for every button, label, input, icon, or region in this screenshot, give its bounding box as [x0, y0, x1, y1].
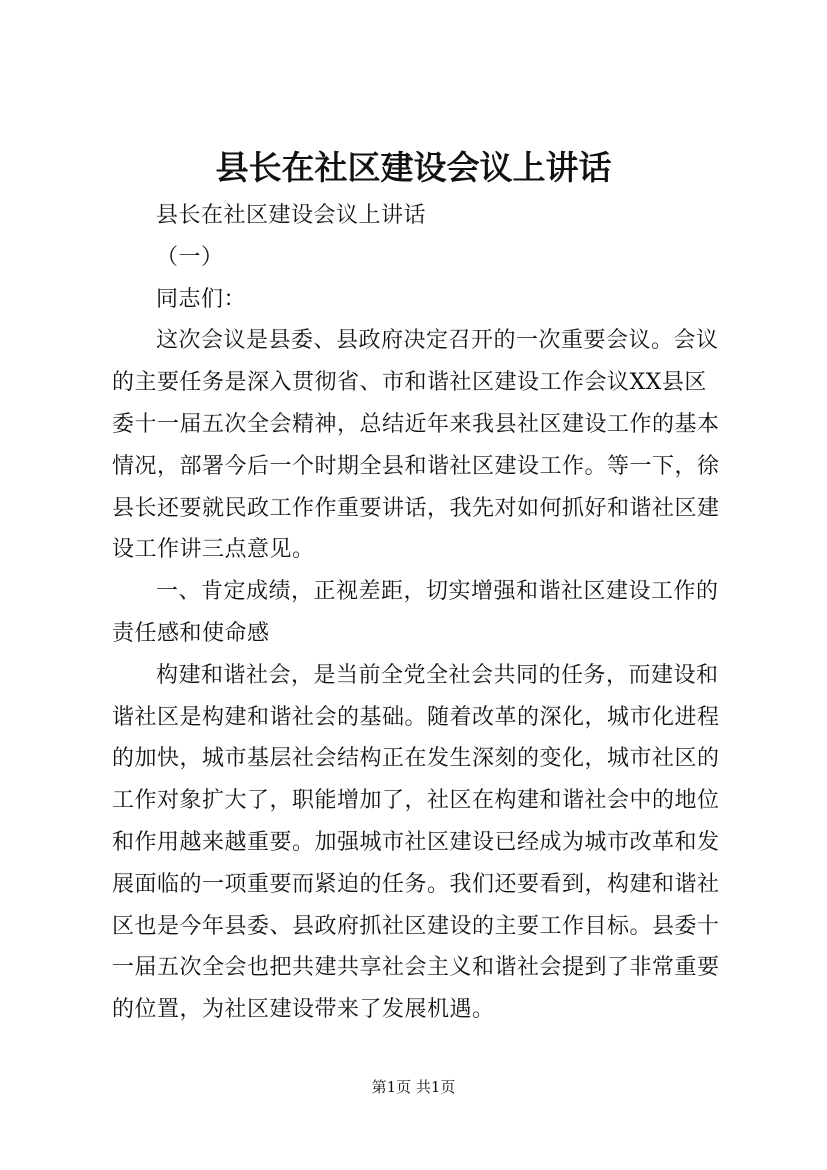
paragraph-body: 构建和谐社会，是当前全党全社会共同的任务，而建设和谐社区是构建和谐社会的基础。随着改革的深化，城市化进程的加快，城市基层社会结构正在发生深刻的变化，城市社区的工作对象扩大了，职能增加了，社区在构建和谐社会中的地位和作用越来越重要。加强城市社区建设已经成为城市改革和发展面临的一项重要而紧迫的任务。我们还要看到，构建和谐社区也是今年县委、县政府抓社区建设的主要工作目标。县委十一届五次全会也把共建共享社会主义和谐社会提到了非常重要的位置，为社区建设带来了发展机遇。 [112, 662, 720, 1023]
section-heading-1: 一、肯定成绩，正视差距，切实增强和谐社区建设工作的责任感和使命感 [112, 579, 719, 646]
page-number-footer: 第1页 共1页 [371, 1078, 456, 1096]
document-body [112, 195, 728, 1031]
section-marker: （一） [156, 244, 224, 270]
salutation: 同志们： [156, 286, 247, 312]
document-title: 县长在社区建设会议上讲话 [215, 148, 612, 187]
paragraph-intro: 这次会议是县委、县政府决定召开的一次重要会议。会议的主要任务是深入贯彻省、市和谐社区建设工作会议XX县区委十一届五次全会精神，总结近年来我县社区建设工作的基本情况，部署今后一个时期全县和谐社区建设工作。等一下，徐县长还要就民政工作作重要讲话，我先对如何抓好和谐社区建设工作讲三点意见。 [112, 328, 720, 563]
subtitle: 县长在社区建设会议上讲话 [156, 203, 427, 228]
